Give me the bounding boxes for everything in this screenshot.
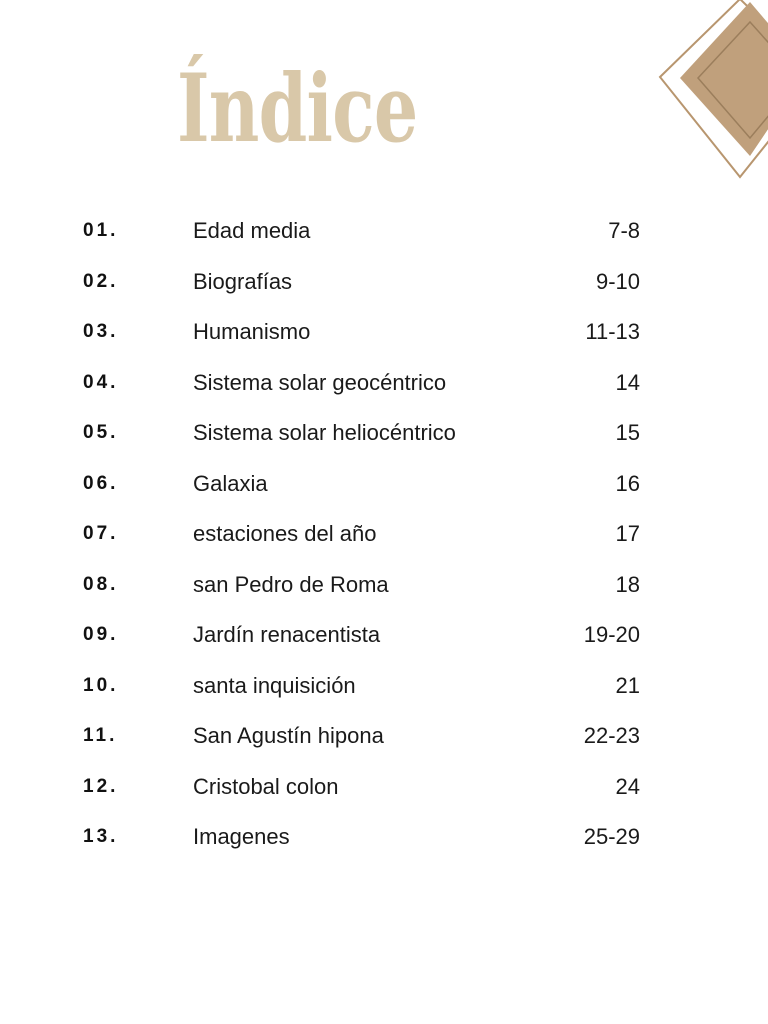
toc-entry[interactable] (83, 459, 640, 510)
toc-entry[interactable] (83, 509, 640, 560)
entry-title: Edad media (193, 218, 311, 243)
entry-pages: 24 (615, 773, 640, 799)
entry-pages: 22-23 (583, 723, 640, 748)
entry-title: San Agustín hipona (193, 723, 384, 748)
entry-number: 03. (83, 321, 119, 342)
toc-entry[interactable] (83, 661, 640, 712)
diamond-ornament (640, 0, 768, 190)
entry-title: estaciones del año (193, 521, 377, 546)
entry-title: Humanismo (193, 319, 311, 344)
entry-number: 10. (83, 674, 119, 696)
toc-entry[interactable] (83, 307, 640, 358)
entry-title: Cristobal colon (193, 773, 339, 799)
toc-entry[interactable] (83, 358, 640, 409)
entry-title: san Pedro de Roma (193, 571, 389, 597)
toc-entry[interactable] (83, 257, 640, 308)
entry-pages: 14 (615, 369, 640, 395)
entry-number: 09. (83, 624, 119, 645)
entry-title: Sistema solar heliocéntrico (193, 420, 456, 445)
entry-title: Imagenes (193, 824, 290, 849)
entry-pages: 17 (615, 521, 640, 546)
toc-entry[interactable] (83, 812, 640, 863)
table-of-contents (83, 206, 640, 863)
entry-title: santa inquisición (193, 672, 356, 698)
entry-title: Biografías (193, 268, 293, 294)
page-title: Índice (177, 54, 418, 164)
toc-entry[interactable] (83, 560, 640, 611)
entry-pages: 19-20 (583, 622, 640, 647)
entry-number: 04. (83, 371, 119, 393)
entry-pages: 25-29 (583, 824, 640, 849)
toc-entry[interactable] (83, 610, 640, 661)
entry-pages: 21 (615, 672, 640, 698)
entry-number: 12. (83, 775, 119, 797)
entry-pages: 15 (615, 420, 640, 445)
entry-title: Jardín renacentista (193, 622, 381, 647)
entry-number: 08. (83, 573, 119, 595)
entry-number: 07. (83, 523, 119, 544)
toc-entry[interactable] (83, 762, 640, 813)
entry-number: 13. (83, 826, 119, 847)
entry-pages: 11-13 (585, 319, 640, 344)
entry-number: 05. (83, 422, 119, 443)
entry-pages: 9-10 (595, 268, 640, 294)
entry-pages: 16 (615, 470, 640, 496)
entry-number: 06. (83, 472, 119, 494)
entry-pages: 18 (615, 571, 640, 597)
entry-number: 01. (83, 220, 119, 241)
entry-number: 11. (83, 725, 118, 746)
entry-title: Sistema solar geocéntrico (193, 369, 447, 395)
entry-number: 02. (83, 270, 119, 292)
toc-entry[interactable] (83, 206, 640, 257)
toc-entry[interactable] (83, 408, 640, 459)
entry-title: Galaxia (193, 470, 268, 496)
entry-pages: 7-8 (608, 218, 640, 243)
toc-entry[interactable] (83, 711, 640, 762)
